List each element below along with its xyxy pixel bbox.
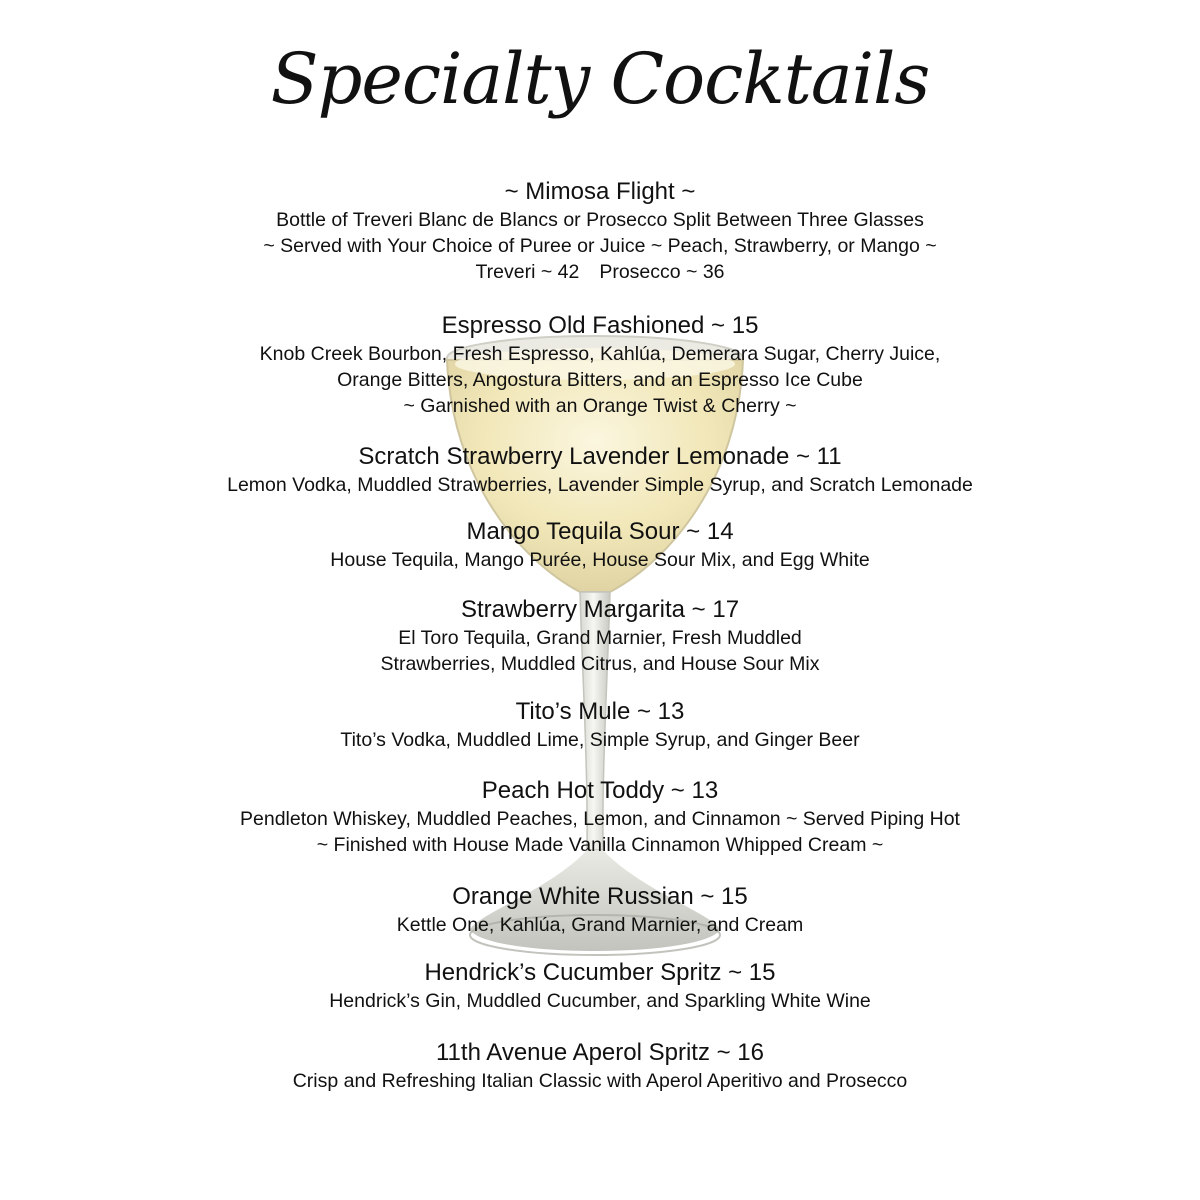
item-description: Kettle One, Kahlúa, Grand Marnier, and Cream bbox=[396, 914, 804, 936]
item-description: Tito’s Vodka, Muddled Lime, Simple Syrup, and Ginger Beer bbox=[340, 729, 860, 751]
item-name: 11th Avenue Aperol Spritz ~ 16 bbox=[435, 1039, 765, 1066]
menu-item-titos-mule bbox=[0, 697, 1200, 753]
item-prices bbox=[0, 259, 1200, 285]
item-description: Strawberries, Muddled Citrus, and House Sour Mix bbox=[380, 653, 820, 675]
item-name: Mango Tequila Sour ~ 14 bbox=[466, 518, 734, 545]
item-description: Bottle of Treveri Blanc de Blancs or Prosecco Split Between Three Glasses bbox=[276, 209, 924, 231]
item-description: El Toro Tequila, Grand Marnier, Fresh Muddled bbox=[398, 627, 802, 649]
item-description: Orange Bitters, Angostura Bitters, and an Espresso Ice Cube bbox=[337, 369, 863, 391]
item-description: ~ Finished with House Made Vanilla Cinnamon Whipped Cream ~ bbox=[316, 834, 884, 856]
item-description: Pendleton Whiskey, Muddled Peaches, Lemon, and Cinnamon ~ Served Piping Hot bbox=[240, 808, 960, 830]
menu-item-orange-white-russian bbox=[0, 882, 1200, 938]
item-name: ~ Mimosa Flight ~ bbox=[504, 178, 696, 205]
menu-title: Specialty Cocktails bbox=[270, 38, 930, 120]
item-description: Knob Creek Bourbon, Fresh Espresso, Kahlúa, Demerara Sugar, Cherry Juice, bbox=[259, 343, 941, 365]
item-name: Peach Hot Toddy ~ 13 bbox=[481, 777, 719, 804]
item-description: Crisp and Refreshing Italian Classic with Aperol Aperitivo and Prosecco bbox=[292, 1070, 908, 1092]
item-description: Lemon Vodka, Muddled Strawberries, Lavender Simple Syrup, and Scratch Lemonade bbox=[227, 474, 973, 496]
menu-item-strawberry-lavender-lemonade bbox=[0, 442, 1200, 498]
item-name: Orange White Russian ~ 15 bbox=[452, 883, 748, 910]
menu-item-aperol-spritz bbox=[0, 1038, 1200, 1094]
menu-item-mango-tequila-sour bbox=[0, 517, 1200, 573]
item-description: Hendrick’s Gin, Muddled Cucumber, and Sparkling White Wine bbox=[329, 990, 871, 1012]
item-name: Scratch Strawberry Lavender Lemonade ~ 11 bbox=[358, 443, 842, 470]
item-description: House Tequila, Mango Purée, House Sour Mix, and Egg White bbox=[330, 549, 870, 571]
item-name: Hendrick’s Cucumber Spritz ~ 15 bbox=[424, 959, 776, 986]
menu-item-espresso-old-fashioned bbox=[0, 311, 1200, 419]
price-treveri: Treveri ~ 42 bbox=[475, 261, 580, 283]
menu-item-strawberry-margarita bbox=[0, 595, 1200, 677]
item-description: ~ Garnished with an Orange Twist & Cherry ~ bbox=[403, 395, 797, 417]
menu-item-hendricks-cucumber-spritz bbox=[0, 958, 1200, 1014]
item-name: Tito’s Mule ~ 13 bbox=[515, 698, 685, 725]
menu-item-mimosa-flight bbox=[0, 177, 1200, 285]
menu-item-peach-hot-toddy bbox=[0, 776, 1200, 858]
item-name: Strawberry Margarita ~ 17 bbox=[460, 596, 740, 623]
item-name: Espresso Old Fashioned ~ 15 bbox=[441, 312, 759, 339]
item-description: ~ Served with Your Choice of Puree or Juice ~ Peach, Strawberry, or Mango ~ bbox=[263, 235, 937, 257]
price-prosecco: Prosecco ~ 36 bbox=[599, 261, 725, 283]
